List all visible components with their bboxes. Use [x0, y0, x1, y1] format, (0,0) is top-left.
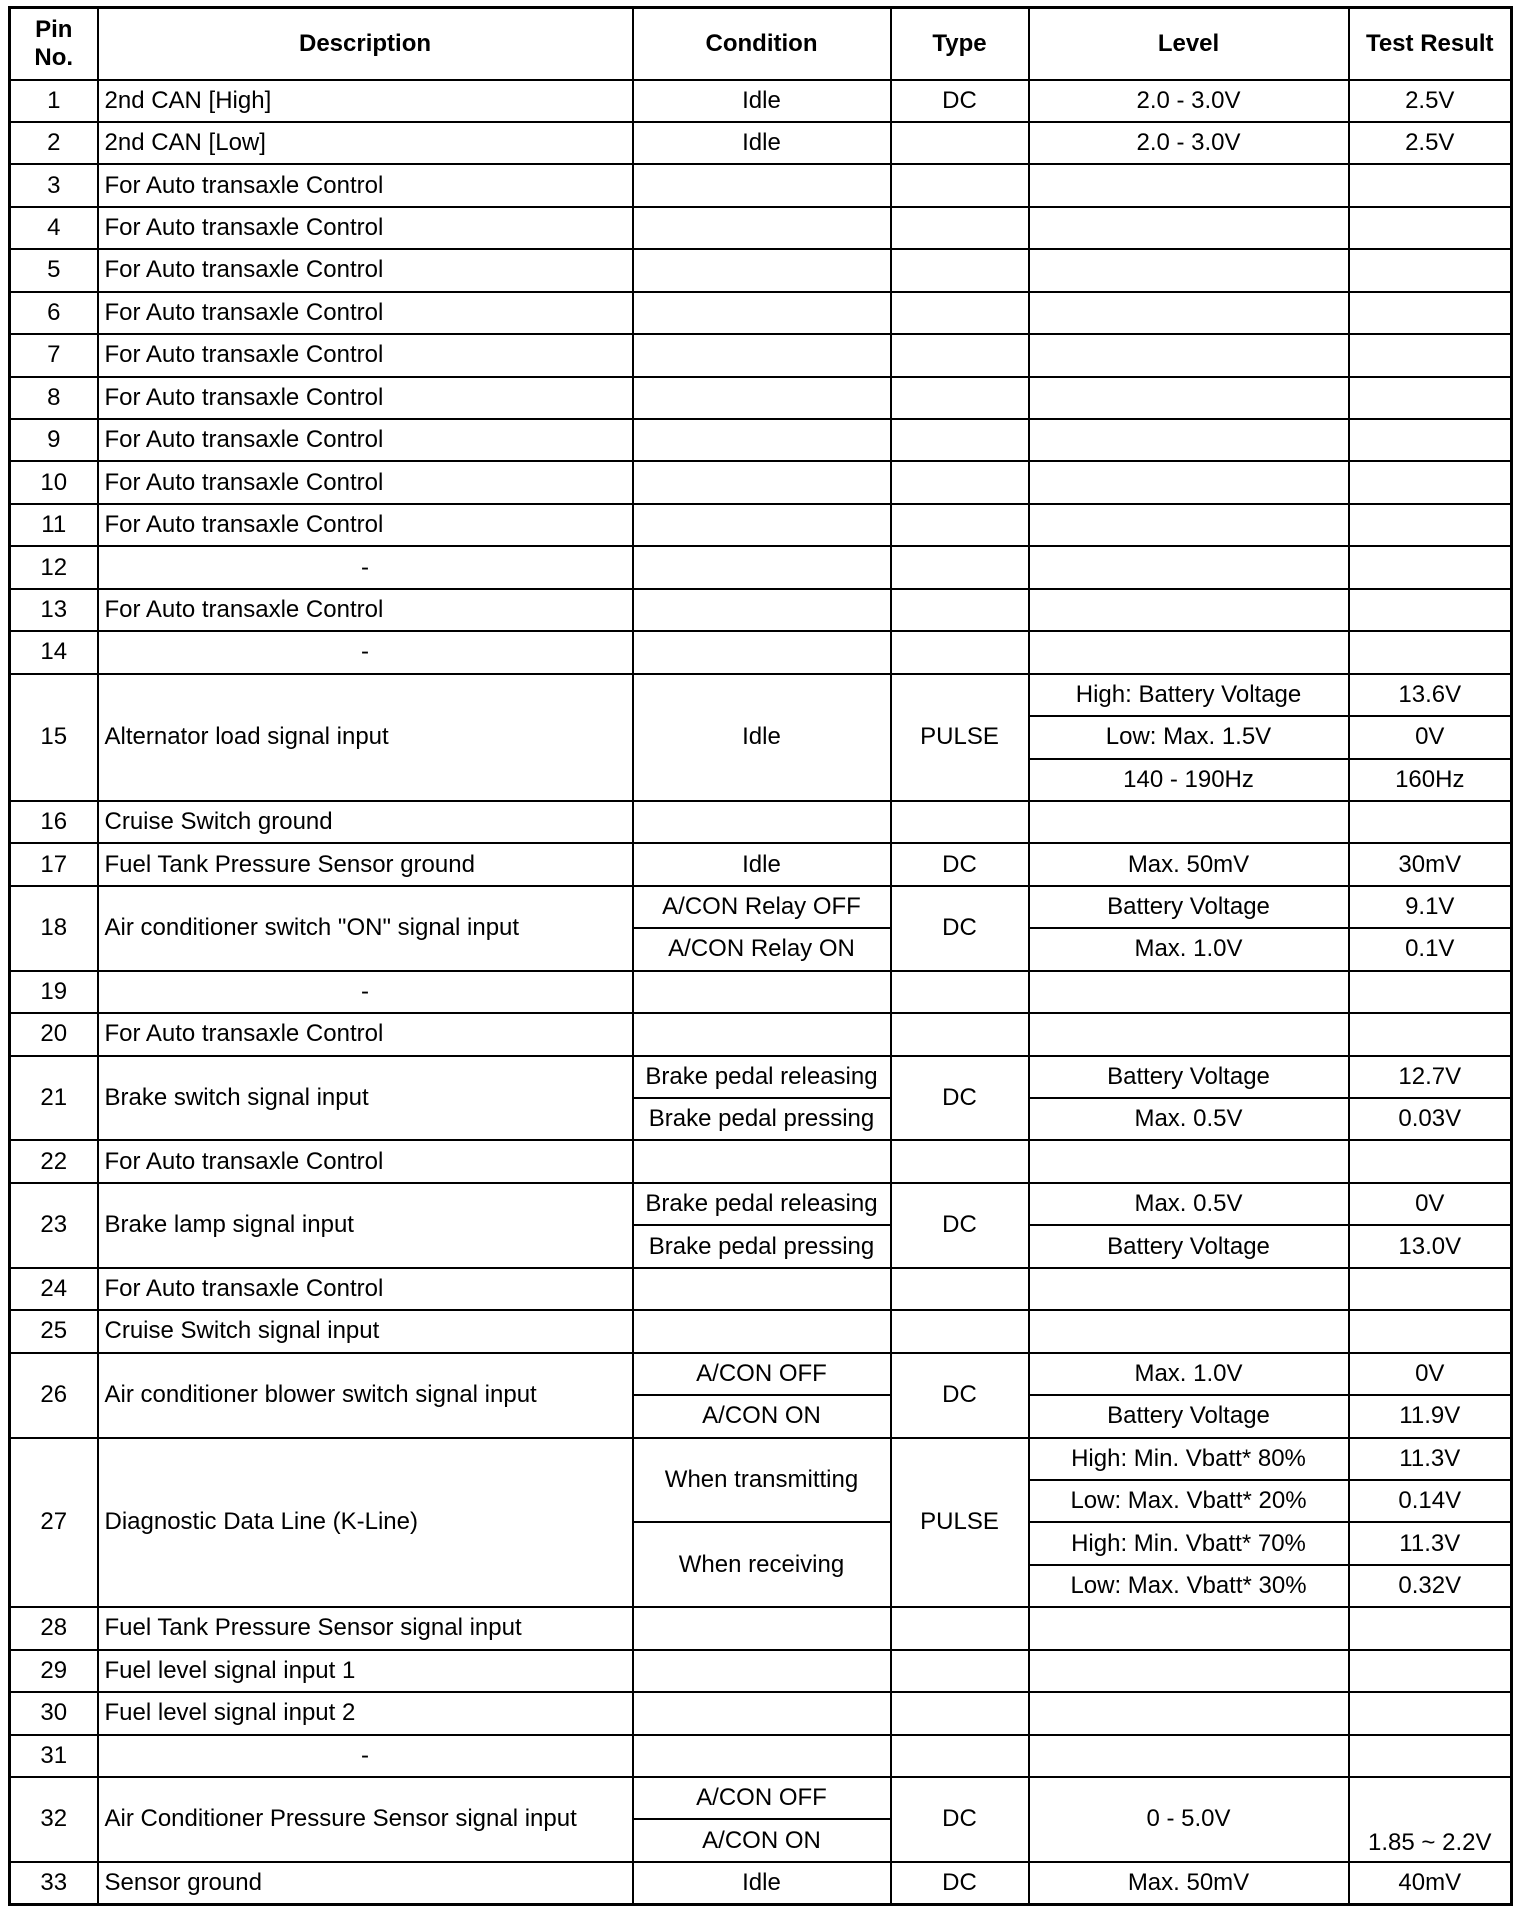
condition-cell	[633, 589, 891, 631]
description-cell: Alternator load signal input	[98, 674, 633, 801]
description-cell: -	[98, 1735, 633, 1777]
test-result-cell	[1349, 546, 1512, 588]
type-cell: DC	[891, 843, 1029, 885]
test-result-cell	[1349, 1692, 1512, 1734]
level-cell: Max. 0.5V	[1029, 1183, 1349, 1225]
description-cell: For Auto transaxle Control	[98, 292, 633, 334]
table-body	[10, 80, 1512, 1905]
condition-cell	[633, 249, 891, 291]
type-cell	[891, 546, 1029, 588]
level-cell: 2.0 - 3.0V	[1029, 80, 1349, 122]
type-cell	[891, 504, 1029, 546]
table-row	[10, 886, 1512, 928]
condition-cell	[633, 164, 891, 206]
condition-cell	[633, 207, 891, 249]
table-row	[10, 377, 1512, 419]
type-cell	[891, 589, 1029, 631]
level-cell	[1029, 1310, 1349, 1352]
test-result-cell: 0.32V	[1349, 1565, 1512, 1607]
level-cell	[1029, 207, 1349, 249]
type-cell	[891, 1268, 1029, 1310]
type-cell	[891, 207, 1029, 249]
table-row	[10, 1056, 1512, 1098]
pin-number-cell: 5	[10, 249, 98, 291]
level-cell: Battery Voltage	[1029, 1056, 1349, 1098]
table-row	[10, 1862, 1512, 1905]
test-result-cell: 9.1V	[1349, 886, 1512, 928]
table-row	[10, 504, 1512, 546]
table-row	[10, 164, 1512, 206]
level-cell	[1029, 292, 1349, 334]
pin-number-cell: 16	[10, 801, 98, 843]
level-cell: 2.0 - 3.0V	[1029, 122, 1349, 164]
test-result-cell	[1349, 1013, 1512, 1055]
test-result-cell	[1349, 461, 1512, 503]
description-cell: For Auto transaxle Control	[98, 164, 633, 206]
pin-number-cell: 4	[10, 207, 98, 249]
table-row	[10, 589, 1512, 631]
pin-number-cell: 31	[10, 1735, 98, 1777]
level-cell	[1029, 1140, 1349, 1182]
type-cell	[891, 1607, 1029, 1649]
pin-number-cell: 33	[10, 1862, 98, 1905]
table-row	[10, 1140, 1512, 1182]
description-cell: Fuel level signal input 1	[98, 1650, 633, 1692]
condition-cell	[633, 419, 891, 461]
type-cell	[891, 164, 1029, 206]
pin-number-cell: 32	[10, 1777, 98, 1862]
test-result-cell	[1349, 334, 1512, 376]
test-result-cell	[1349, 1650, 1512, 1692]
level-cell: 140 - 190Hz	[1029, 759, 1349, 801]
table-row	[10, 1650, 1512, 1692]
test-result-cell: 13.6V	[1349, 674, 1512, 716]
level-cell	[1029, 377, 1349, 419]
level-cell: Battery Voltage	[1029, 886, 1349, 928]
type-cell	[891, 1735, 1029, 1777]
condition-cell: Brake pedal releasing	[633, 1056, 891, 1098]
pin-number-cell: 6	[10, 292, 98, 334]
description-cell: Cruise Switch ground	[98, 801, 633, 843]
condition-cell: A/CON Relay ON	[633, 928, 891, 970]
pin-number-cell: 18	[10, 886, 98, 971]
table-row	[10, 1183, 1512, 1225]
level-cell: Max. 0.5V	[1029, 1098, 1349, 1140]
type-cell	[891, 122, 1029, 164]
description-cell: For Auto transaxle Control	[98, 461, 633, 503]
level-cell	[1029, 334, 1349, 376]
table-row	[10, 1607, 1512, 1649]
header-condition: Condition	[633, 8, 891, 80]
pin-number-cell: 22	[10, 1140, 98, 1182]
table-row	[10, 80, 1512, 122]
type-cell	[891, 631, 1029, 673]
test-result-cell	[1349, 1735, 1512, 1777]
pin-number-cell: 25	[10, 1310, 98, 1352]
description-cell: Fuel Tank Pressure Sensor ground	[98, 843, 633, 885]
test-result-cell	[1349, 249, 1512, 291]
test-result-cell: 11.3V	[1349, 1438, 1512, 1480]
pin-number-cell: 27	[10, 1438, 98, 1608]
pin-number-cell: 9	[10, 419, 98, 461]
pin-number-cell: 19	[10, 971, 98, 1013]
description-cell: Diagnostic Data Line (K-Line)	[98, 1438, 633, 1608]
description-cell: Cruise Switch signal input	[98, 1310, 633, 1352]
level-cell	[1029, 801, 1349, 843]
pin-number-cell: 11	[10, 504, 98, 546]
type-cell	[891, 1650, 1029, 1692]
description-cell: Brake switch signal input	[98, 1056, 633, 1141]
condition-cell: A/CON ON	[633, 1819, 891, 1861]
level-cell	[1029, 1650, 1349, 1692]
condition-cell	[633, 1140, 891, 1182]
description-cell: For Auto transaxle Control	[98, 377, 633, 419]
description-cell: For Auto transaxle Control	[98, 589, 633, 631]
header-type: Type	[891, 8, 1029, 80]
condition-cell	[633, 546, 891, 588]
condition-cell: A/CON OFF	[633, 1353, 891, 1395]
table-row	[10, 1438, 1512, 1480]
level-cell	[1029, 1692, 1349, 1734]
test-result-cell: 2.5V	[1349, 122, 1512, 164]
description-cell: For Auto transaxle Control	[98, 207, 633, 249]
pin-number-cell: 1	[10, 80, 98, 122]
table-row	[10, 801, 1512, 843]
pin-number-cell: 28	[10, 1607, 98, 1649]
description-cell: -	[98, 971, 633, 1013]
level-cell: Low: Max. Vbatt* 20%	[1029, 1480, 1349, 1522]
test-result-cell: 1.85 ~ 2.2V	[1349, 1777, 1512, 1862]
test-result-cell: 0.1V	[1349, 928, 1512, 970]
test-result-cell	[1349, 164, 1512, 206]
level-cell	[1029, 546, 1349, 588]
type-cell: DC	[891, 1056, 1029, 1141]
description-cell: Air conditioner blower switch signal input	[98, 1353, 633, 1438]
condition-cell: Idle	[633, 1862, 891, 1905]
header-level: Level	[1029, 8, 1349, 80]
type-cell: DC	[891, 80, 1029, 122]
description-cell: For Auto transaxle Control	[98, 1013, 633, 1055]
condition-cell: A/CON Relay OFF	[633, 886, 891, 928]
table-row	[10, 249, 1512, 291]
pin-number-cell: 13	[10, 589, 98, 631]
test-result-cell	[1349, 971, 1512, 1013]
condition-cell: Brake pedal releasing	[633, 1183, 891, 1225]
condition-cell	[633, 1735, 891, 1777]
condition-cell: Idle	[633, 674, 891, 801]
pin-number-cell: 2	[10, 122, 98, 164]
condition-cell	[633, 1310, 891, 1352]
level-cell	[1029, 249, 1349, 291]
type-cell	[891, 292, 1029, 334]
test-result-cell	[1349, 1140, 1512, 1182]
level-cell: Battery Voltage	[1029, 1395, 1349, 1437]
test-result-cell	[1349, 1607, 1512, 1649]
level-cell	[1029, 504, 1349, 546]
condition-cell	[633, 377, 891, 419]
type-cell	[891, 461, 1029, 503]
type-cell: DC	[891, 1353, 1029, 1438]
level-cell	[1029, 971, 1349, 1013]
condition-cell: When transmitting	[633, 1438, 891, 1523]
type-cell: DC	[891, 1183, 1029, 1268]
test-result-cell	[1349, 207, 1512, 249]
test-result-cell: 11.9V	[1349, 1395, 1512, 1437]
level-cell: Max. 50mV	[1029, 1862, 1349, 1905]
description-cell: Air Conditioner Pressure Sensor signal input	[98, 1777, 633, 1862]
pin-number-cell: 26	[10, 1353, 98, 1438]
header-test-result: Test Result	[1349, 8, 1512, 80]
type-cell	[891, 249, 1029, 291]
description-cell: For Auto transaxle Control	[98, 504, 633, 546]
description-cell: For Auto transaxle Control	[98, 1268, 633, 1310]
pin-number-cell: 29	[10, 1650, 98, 1692]
test-result-cell	[1349, 631, 1512, 673]
type-cell: DC	[891, 1862, 1029, 1905]
level-cell: 0 - 5.0V	[1029, 1777, 1349, 1862]
test-result-cell	[1349, 589, 1512, 631]
pin-number-cell: 8	[10, 377, 98, 419]
level-cell	[1029, 1268, 1349, 1310]
header-pin-no: Pin No.	[10, 8, 98, 80]
description-cell: 2nd CAN [Low]	[98, 122, 633, 164]
type-cell	[891, 419, 1029, 461]
description-cell: -	[98, 631, 633, 673]
level-cell	[1029, 461, 1349, 503]
pin-number-cell: 14	[10, 631, 98, 673]
condition-cell: When receiving	[633, 1522, 891, 1607]
level-cell: High: Battery Voltage	[1029, 674, 1349, 716]
type-cell: PULSE	[891, 1438, 1029, 1608]
condition-cell	[633, 631, 891, 673]
table-row	[10, 1268, 1512, 1310]
table-row	[10, 1310, 1512, 1352]
condition-cell: Idle	[633, 122, 891, 164]
test-result-cell: 0V	[1349, 1183, 1512, 1225]
pin-table	[8, 6, 1513, 1906]
test-result-cell: 2.5V	[1349, 80, 1512, 122]
test-result-cell	[1349, 377, 1512, 419]
pin-number-cell: 3	[10, 164, 98, 206]
level-cell: Battery Voltage	[1029, 1225, 1349, 1267]
type-cell: DC	[891, 886, 1029, 971]
type-cell	[891, 1013, 1029, 1055]
test-result-cell	[1349, 801, 1512, 843]
level-cell: High: Min. Vbatt* 70%	[1029, 1522, 1349, 1564]
level-cell: Max. 50mV	[1029, 843, 1349, 885]
type-cell	[891, 1692, 1029, 1734]
type-cell	[891, 377, 1029, 419]
table-row	[10, 1735, 1512, 1777]
table-row	[10, 546, 1512, 588]
level-cell: High: Min. Vbatt* 80%	[1029, 1438, 1349, 1480]
table-row	[10, 1353, 1512, 1395]
pin-number-cell: 23	[10, 1183, 98, 1268]
pin-number-cell: 30	[10, 1692, 98, 1734]
condition-cell	[633, 292, 891, 334]
test-result-cell: 40mV	[1349, 1862, 1512, 1905]
table-row	[10, 122, 1512, 164]
level-cell: Max. 1.0V	[1029, 1353, 1349, 1395]
condition-cell: Brake pedal pressing	[633, 1225, 891, 1267]
description-cell: For Auto transaxle Control	[98, 249, 633, 291]
condition-cell	[633, 971, 891, 1013]
condition-cell	[633, 334, 891, 376]
header-description: Description	[98, 8, 633, 80]
condition-cell: Idle	[633, 843, 891, 885]
test-result-cell	[1349, 1268, 1512, 1310]
condition-cell	[633, 461, 891, 503]
table-row	[10, 674, 1512, 716]
table-row	[10, 1777, 1512, 1819]
condition-cell	[633, 504, 891, 546]
description-cell: Brake lamp signal input	[98, 1183, 633, 1268]
pin-number-cell: 10	[10, 461, 98, 503]
test-result-cell	[1349, 419, 1512, 461]
level-cell	[1029, 1607, 1349, 1649]
level-cell	[1029, 1013, 1349, 1055]
test-result-cell: 30mV	[1349, 843, 1512, 885]
pin-number-cell: 20	[10, 1013, 98, 1055]
test-result-cell: 0.14V	[1349, 1480, 1512, 1522]
test-result-cell	[1349, 504, 1512, 546]
description-cell: Sensor ground	[98, 1862, 633, 1905]
level-cell: Max. 1.0V	[1029, 928, 1349, 970]
description-cell: Air conditioner switch "ON" signal input	[98, 886, 633, 971]
test-result-cell	[1349, 292, 1512, 334]
description-cell: For Auto transaxle Control	[98, 419, 633, 461]
test-result-cell: 13.0V	[1349, 1225, 1512, 1267]
table-row	[10, 843, 1512, 885]
table-row	[10, 292, 1512, 334]
level-cell: Low: Max. 1.5V	[1029, 716, 1349, 758]
description-cell: 2nd CAN [High]	[98, 80, 633, 122]
condition-cell: Brake pedal pressing	[633, 1098, 891, 1140]
level-cell	[1029, 631, 1349, 673]
table-row	[10, 419, 1512, 461]
test-result-cell: 12.7V	[1349, 1056, 1512, 1098]
condition-cell	[633, 1013, 891, 1055]
condition-cell	[633, 801, 891, 843]
table-header	[10, 8, 1512, 80]
type-cell	[891, 801, 1029, 843]
level-cell	[1029, 589, 1349, 631]
condition-cell	[633, 1607, 891, 1649]
header-row	[10, 8, 1512, 80]
description-cell: For Auto transaxle Control	[98, 1140, 633, 1182]
pin-number-cell: 17	[10, 843, 98, 885]
table-row	[10, 631, 1512, 673]
test-result-cell: 11.3V	[1349, 1522, 1512, 1564]
type-cell	[891, 971, 1029, 1013]
table-row	[10, 461, 1512, 503]
level-cell: Low: Max. Vbatt* 30%	[1029, 1565, 1349, 1607]
condition-cell: A/CON ON	[633, 1395, 891, 1437]
table-row	[10, 971, 1512, 1013]
condition-cell	[633, 1650, 891, 1692]
pin-number-cell: 7	[10, 334, 98, 376]
table-row	[10, 1013, 1512, 1055]
test-result-cell: 0V	[1349, 716, 1512, 758]
level-cell	[1029, 1735, 1349, 1777]
description-cell: Fuel Tank Pressure Sensor signal input	[98, 1607, 633, 1649]
level-cell	[1029, 164, 1349, 206]
condition-cell: A/CON OFF	[633, 1777, 891, 1819]
description-cell: -	[98, 546, 633, 588]
condition-cell: Idle	[633, 80, 891, 122]
pin-number-cell: 24	[10, 1268, 98, 1310]
pin-number-cell: 21	[10, 1056, 98, 1141]
table-row	[10, 1692, 1512, 1734]
type-cell	[891, 1310, 1029, 1352]
description-cell: For Auto transaxle Control	[98, 334, 633, 376]
condition-cell	[633, 1268, 891, 1310]
test-result-cell: 0.03V	[1349, 1098, 1512, 1140]
condition-cell	[633, 1692, 891, 1734]
pin-number-cell: 15	[10, 674, 98, 801]
level-cell	[1029, 419, 1349, 461]
type-cell: PULSE	[891, 674, 1029, 801]
table-row	[10, 207, 1512, 249]
test-result-cell	[1349, 1310, 1512, 1352]
test-result-cell: 160Hz	[1349, 759, 1512, 801]
description-cell: Fuel level signal input 2	[98, 1692, 633, 1734]
pin-number-cell: 12	[10, 546, 98, 588]
table-row	[10, 334, 1512, 376]
test-result-cell: 0V	[1349, 1353, 1512, 1395]
type-cell	[891, 334, 1029, 376]
type-cell	[891, 1140, 1029, 1182]
type-cell: DC	[891, 1777, 1029, 1862]
